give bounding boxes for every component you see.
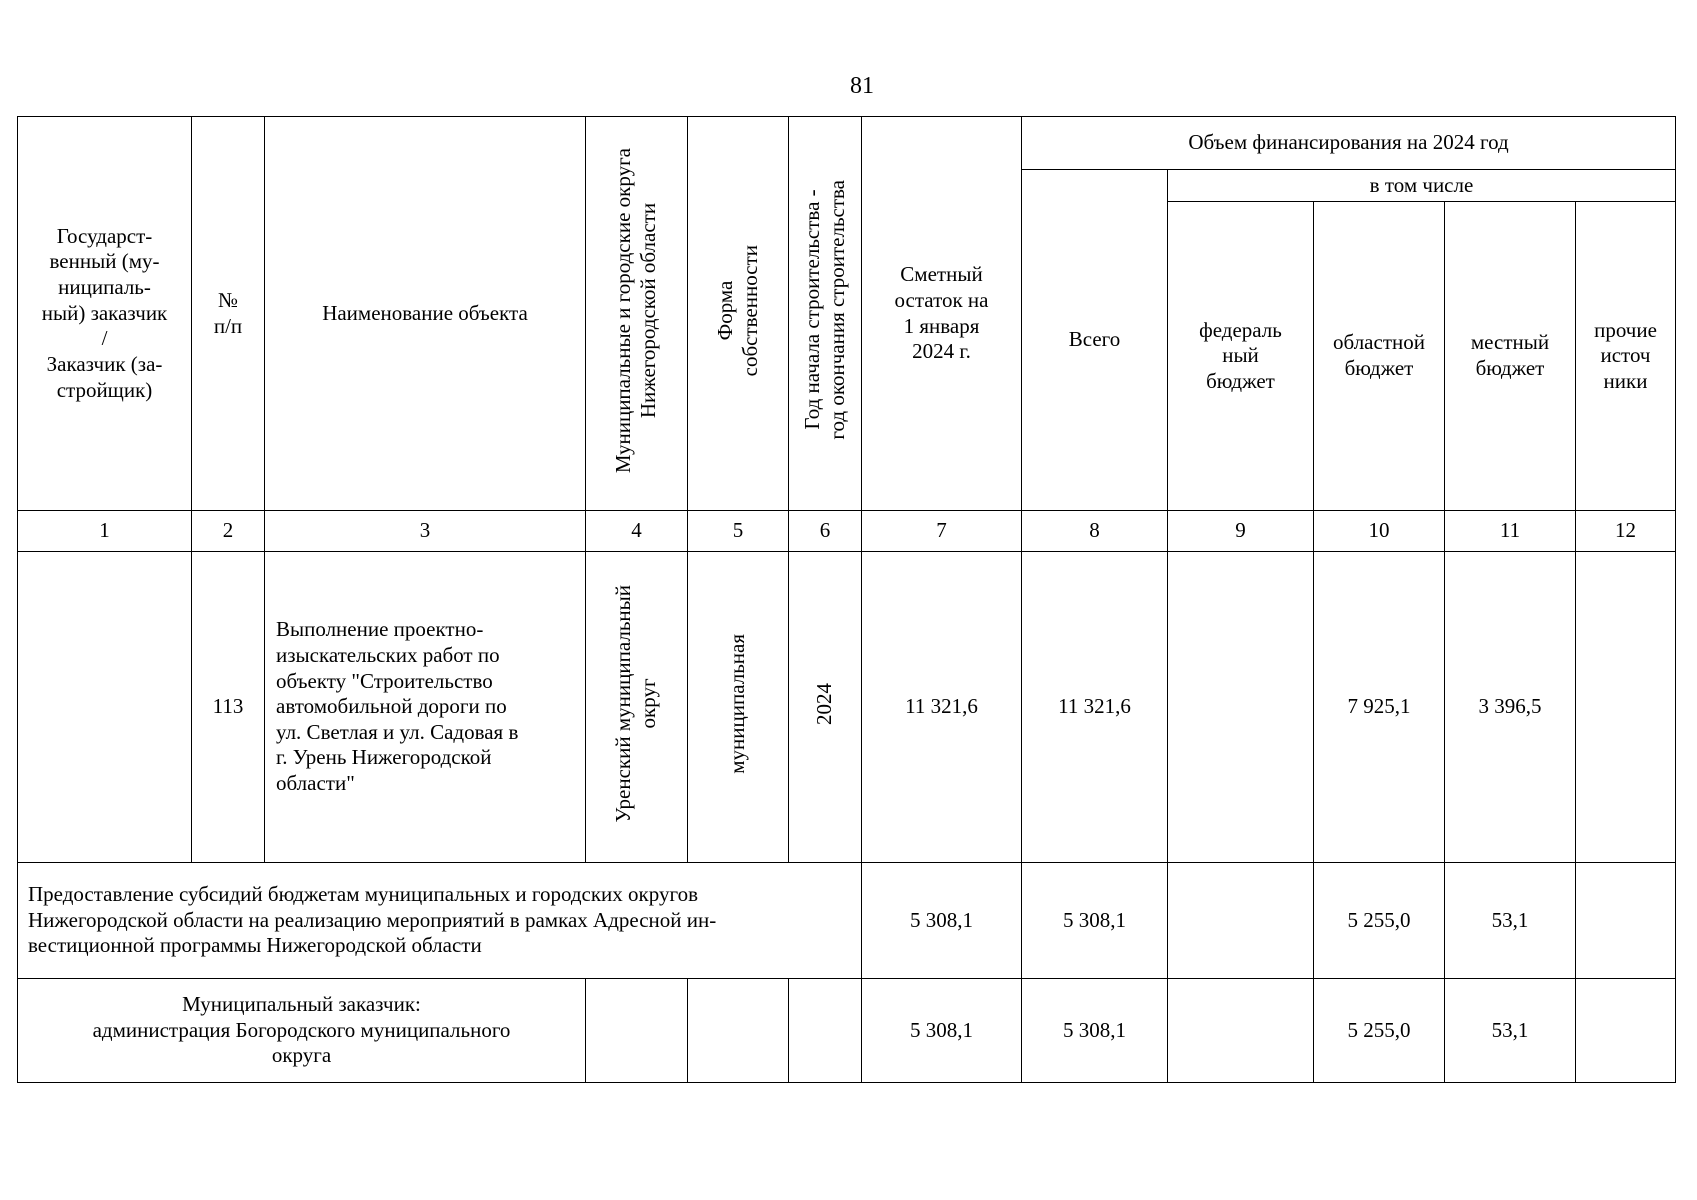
financing-table bbox=[17, 116, 1676, 1083]
customer-local: 53,1 bbox=[1445, 979, 1576, 1083]
customer-year bbox=[789, 979, 862, 1083]
object-number: 113 bbox=[192, 552, 265, 863]
column-numbers-row bbox=[18, 511, 1676, 552]
customer-description: Муниципальный заказчик: администрация Богородского муниципального округа bbox=[18, 979, 586, 1083]
header-number: № п/п bbox=[192, 117, 265, 511]
subsidy-regional: 5 255,0 bbox=[1314, 863, 1445, 979]
customer-federal bbox=[1168, 979, 1314, 1083]
column-number: 12 bbox=[1576, 511, 1676, 552]
column-number: 3 bbox=[265, 511, 586, 552]
object-name: Выполнение проектно- изыскательских работ по объекту "Строительство автомобильной дороги по ул. Светлая и ул. Садовая в г. Урень Нижегородской области" bbox=[265, 552, 586, 863]
column-number: 8 bbox=[1022, 511, 1168, 552]
object-federal bbox=[1168, 552, 1314, 863]
column-number: 2 bbox=[192, 511, 265, 552]
subsidy-estimate: 5 308,1 bbox=[862, 863, 1022, 979]
header-other: прочие источ ники bbox=[1576, 202, 1676, 511]
subsidy-description: Предоставление субсидий бюджетам муниципальных и городских округов Нижегородской области на реализацию мероприятий в рамках Адресной ин- вестиционной программы Нижегородской области bbox=[18, 863, 862, 979]
customer-ownership bbox=[688, 979, 789, 1083]
column-number: 4 bbox=[586, 511, 688, 552]
subsidy-federal bbox=[1168, 863, 1314, 979]
object-ownership: муниципальная bbox=[688, 552, 789, 863]
object-customer-cell bbox=[18, 552, 192, 863]
page-number: 81 bbox=[850, 73, 874, 99]
object-local: 3 396,5 bbox=[1445, 552, 1576, 863]
column-number: 10 bbox=[1314, 511, 1445, 552]
subsidy-total: 5 308,1 bbox=[1022, 863, 1168, 979]
customer-other bbox=[1576, 979, 1676, 1083]
header-district: Муниципальные и городские округа Нижегородской области bbox=[586, 117, 688, 511]
object-other bbox=[1576, 552, 1676, 863]
column-number: 11 bbox=[1445, 511, 1576, 552]
column-number: 5 bbox=[688, 511, 789, 552]
column-number: 7 bbox=[862, 511, 1022, 552]
object-total: 11 321,6 bbox=[1022, 552, 1168, 863]
table-row-subsidy bbox=[18, 863, 1676, 979]
object-year: 2024 bbox=[789, 552, 862, 863]
header-regional: областной бюджет bbox=[1314, 202, 1445, 511]
table-row-customer bbox=[18, 979, 1676, 1083]
customer-district bbox=[586, 979, 688, 1083]
object-regional: 7 925,1 bbox=[1314, 552, 1445, 863]
table-row-object bbox=[18, 552, 1676, 863]
header-estimate: Сметный остаток на 1 января 2024 г. bbox=[862, 117, 1022, 511]
subsidy-other bbox=[1576, 863, 1676, 979]
subsidy-local: 53,1 bbox=[1445, 863, 1576, 979]
header-years: Год начала строительства - год окончания строительства bbox=[789, 117, 862, 511]
customer-total: 5 308,1 bbox=[1022, 979, 1168, 1083]
object-district: Уренский муниципальный округ bbox=[586, 552, 688, 863]
header-row-1 bbox=[18, 117, 1676, 170]
header-customer: Государст- венный (му- ниципаль- ный) заказчик / Заказчик (за- стройщик) bbox=[18, 117, 192, 511]
financing-table-wrapper bbox=[17, 116, 1675, 1082]
header-including: в том числе bbox=[1168, 170, 1676, 202]
object-estimate: 11 321,6 bbox=[862, 552, 1022, 863]
header-federal: федераль ный бюджет bbox=[1168, 202, 1314, 511]
header-local: местный бюджет bbox=[1445, 202, 1576, 511]
column-number: 9 bbox=[1168, 511, 1314, 552]
header-ownership: Форма собственности bbox=[688, 117, 789, 511]
column-number: 6 bbox=[789, 511, 862, 552]
customer-estimate: 5 308,1 bbox=[862, 979, 1022, 1083]
header-total: Всего bbox=[1022, 170, 1168, 511]
header-funding-group: Объем финансирования на 2024 год bbox=[1022, 117, 1676, 170]
column-number: 1 bbox=[18, 511, 192, 552]
header-object-name: Наименование объекта bbox=[265, 117, 586, 511]
customer-regional: 5 255,0 bbox=[1314, 979, 1445, 1083]
